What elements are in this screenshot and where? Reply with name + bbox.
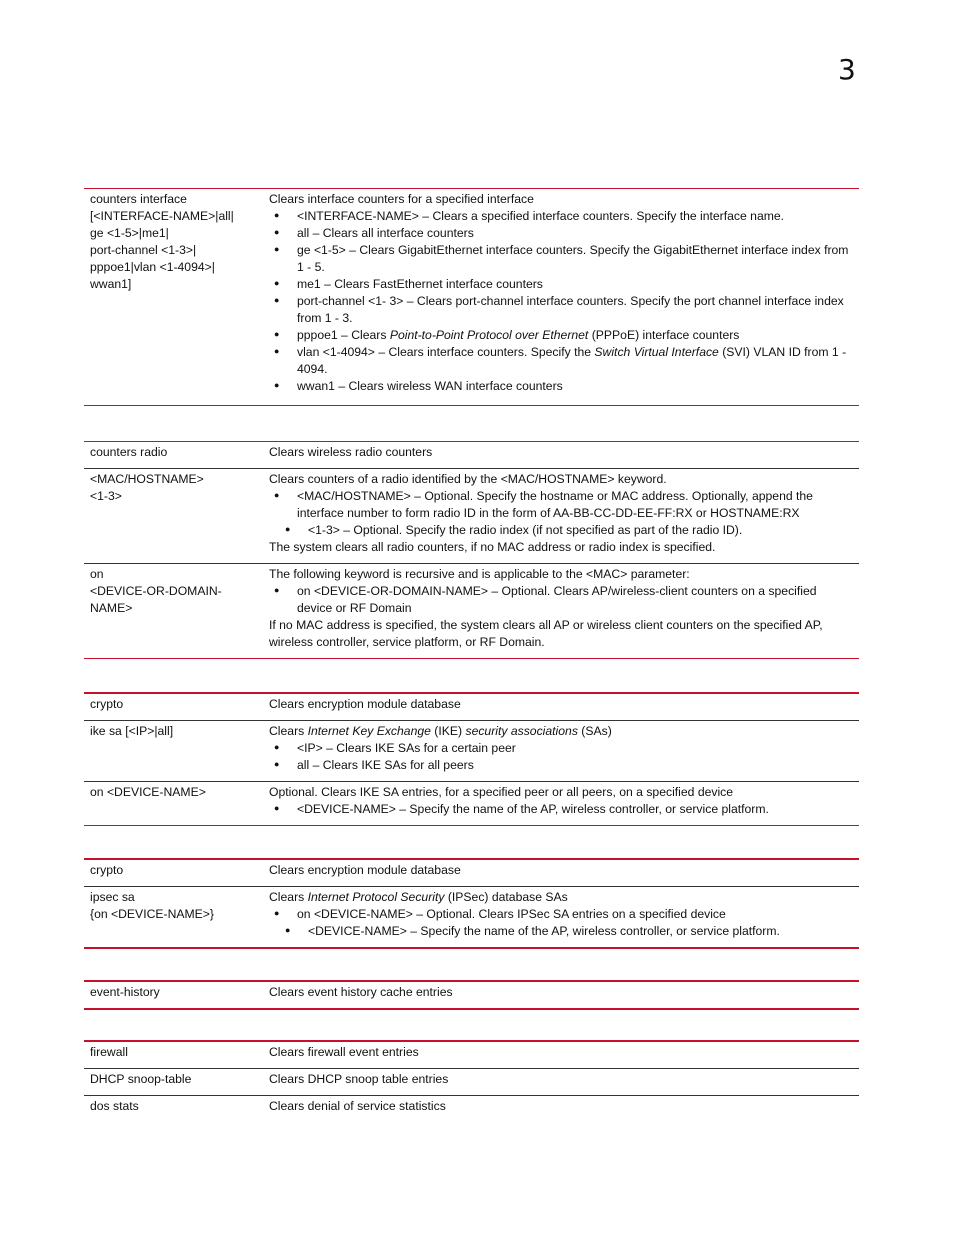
param-cell: dos stats [90, 1099, 139, 1113]
table-row [84, 564, 859, 659]
table-row [84, 782, 859, 826]
param-cell: crypto [90, 863, 124, 877]
text-run: Clears [269, 724, 308, 738]
table-row [84, 858, 859, 887]
emphasis-text: Internet Protocol Security [307, 890, 445, 904]
description-cell: Clears encryption module database [269, 863, 461, 877]
emphasis-text: Switch Virtual Interface [594, 345, 719, 359]
param-cell: on <DEVICE-OR-DOMAIN-NAME> [90, 567, 222, 615]
event-history-table [84, 980, 859, 1010]
description-cell: Clears denial of service statistics [269, 1099, 446, 1113]
param-cell: <MAC/HOSTNAME> <1-3> [90, 472, 204, 503]
description-cell [263, 721, 859, 781]
text-run: (IPSec) database SAs [444, 890, 568, 904]
description-intro: Clears counters of a radio identified by the <MAC/HOSTNAME> keyword. [269, 472, 667, 486]
param-cell: DHCP snoop-table [90, 1072, 192, 1086]
description-cell [263, 564, 859, 658]
list-item: ● me1 – Clears FastEthernet interface counters [269, 276, 853, 293]
table-row [84, 188, 859, 406]
table-row [84, 1069, 859, 1096]
emphasis-text: Internet Key Exchange [307, 724, 431, 738]
list-item [269, 327, 853, 344]
table-row [84, 469, 859, 564]
list-item: ● <DEVICE-NAME> – Specify the name of the AP, wireless controller, or service platform. [269, 923, 853, 940]
list-item: ● on <DEVICE-OR-DOMAIN-NAME> – Optional. Clears AP/wireless-client counters on a specified device or RF Domain [269, 583, 853, 617]
firewall-table [84, 1040, 859, 1122]
text-run: Clears [269, 890, 308, 904]
description-cell: Clears wireless radio counters [269, 445, 433, 459]
param-cell: crypto [90, 697, 124, 711]
text-run: (SAs) [577, 724, 612, 738]
list-item: ● <IP> – Clears IKE SAs for a certain peer [269, 740, 853, 757]
description-cell [263, 469, 859, 563]
table-row [84, 1040, 859, 1069]
param-cell: on <DEVICE-NAME> [90, 785, 206, 799]
chapter-number: 3 [838, 53, 856, 86]
description-cell: Clears DHCP snoop table entries [269, 1072, 449, 1086]
table-row [84, 887, 859, 949]
list-item: ● wwan1 – Clears wireless WAN interface counters [269, 378, 853, 395]
list-item: ● <1-3> – Optional. Specify the radio index (if not specified as part of the radio ID). [269, 522, 853, 539]
table-row [84, 980, 859, 1010]
param-cell: ike sa [<IP>|all] [90, 724, 174, 738]
crypto-ike-table [84, 692, 859, 826]
table-row [84, 441, 859, 469]
description-cell [263, 887, 859, 947]
description-cell: Clears firewall event entries [269, 1045, 419, 1059]
description-cell [263, 782, 859, 825]
text-run: pppoe1 – Clears [297, 328, 390, 342]
description-intro [269, 889, 853, 906]
param-cell: ipsec sa {on <DEVICE-NAME>} [90, 890, 214, 921]
table-row [84, 721, 859, 782]
table-row [84, 692, 859, 721]
text-run: (PPPoE) interface counters [588, 328, 740, 342]
description-cell [263, 189, 859, 402]
description-intro: The following keyword is recursive and is applicable to the <MAC> parameter: [269, 567, 690, 581]
text-run: (SVI) VLAN ID from 1 - 4094. [297, 345, 847, 376]
emphasis-text: security associations [465, 724, 578, 738]
list-item: ● <DEVICE-NAME> – Specify the name of the AP, wireless controller, or service platform. [269, 801, 853, 818]
list-item: ● ge <1-5> – Clears GigabitEthernet interface counters. Specify the GigabitEthernet interface index from 1 - 5. [269, 242, 853, 276]
param-cell: event-history [90, 985, 160, 999]
description-cell: Clears encryption module database [269, 697, 461, 711]
table-row [84, 1096, 859, 1122]
description-note: If no MAC address is specified, the system clears all AP or wireless client counters on the specified AP, wireless controller, service platform, or RF Domain. [269, 618, 823, 649]
param-cell: firewall [90, 1045, 128, 1059]
crypto-ipsec-table [84, 858, 859, 949]
list-item [269, 344, 853, 378]
list-item: ● <MAC/HOSTNAME> – Optional. Specify the hostname or MAC address. Optionally, append the interface number to form radio ID in the form of AA-BB-CC-DD-EE-FF:RX or HOSTNAME:RX [269, 488, 853, 522]
description-intro: Optional. Clears IKE SA entries, for a specified peer or all peers, on a specified device [269, 785, 734, 799]
text-run: vlan <1-4094> – Clears interface counters. Specify the [297, 345, 595, 359]
description-note: The system clears all radio counters, if no MAC address or radio index is specified. [269, 540, 716, 554]
param-cell: counters radio [90, 445, 168, 459]
emphasis-text: Point-to-Point Protocol over Ethernet [389, 328, 589, 342]
list-item: ● on <DEVICE-NAME> – Optional. Clears IPSec SA entries on a specified device [269, 906, 853, 923]
list-item: ● all – Clears IKE SAs for all peers [269, 757, 853, 774]
text-run: (IKE) [430, 724, 466, 738]
param-cell: counters interface [<INTERFACE-NAME>|all| ge <1-5>|me1| port-channel <1-3>| pppoe1|vlan <1-4094>| wwan1] [90, 192, 234, 291]
description-intro: Clears interface counters for a specified interface [269, 192, 534, 206]
radio-counters-table [84, 441, 859, 659]
interface-counters-table [84, 188, 859, 406]
description-intro [269, 723, 853, 740]
list-item: ● all – Clears all interface counters [269, 225, 853, 242]
list-item: ● <INTERFACE-NAME> – Clears a specified interface counters. Specify the interface name. [269, 208, 853, 225]
list-item: ● port-channel <1- 3> – Clears port-channel interface counters. Specify the port channel interface index from 1 - 3. [269, 293, 853, 327]
description-cell: Clears event history cache entries [269, 985, 453, 999]
